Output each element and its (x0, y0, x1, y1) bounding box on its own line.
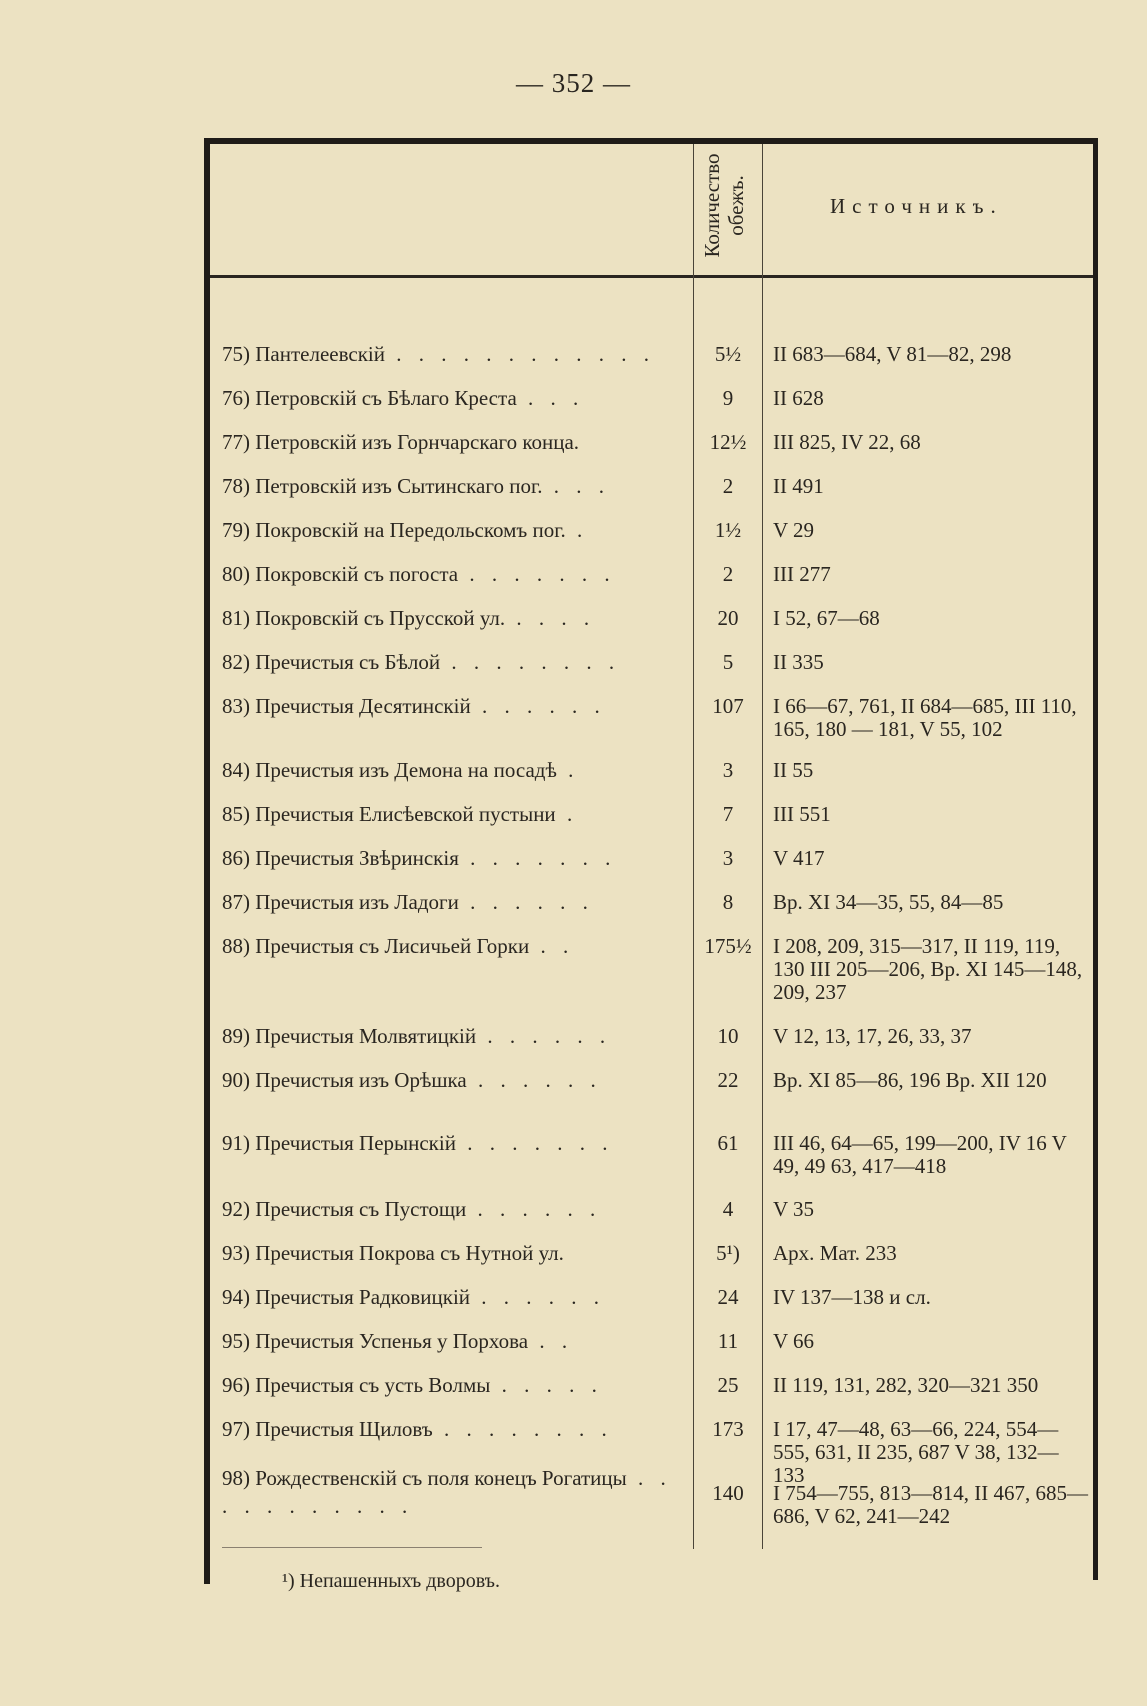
leader-dots: . . . . . (490, 1374, 603, 1397)
row-name: 78) Петровскій изъ Сытинскаго пог. . . . (222, 475, 610, 498)
row-count: 5¹) (716, 1241, 740, 1265)
row-name: 84) Пречистыя изъ Демона на посадѣ . (222, 759, 580, 782)
leader-dots: . . . . . . . (458, 847, 617, 870)
leader-dots: . . . . . . (466, 1198, 602, 1221)
row-count: 20 (717, 606, 739, 630)
row-source: III 825, IV 22, 68 (773, 430, 921, 454)
row-name: 81) Покровскій съ Прусской ул. . . . . (222, 607, 596, 630)
row-count: 24 (717, 1285, 739, 1309)
leader-dots: . . . . . . . (455, 1132, 614, 1155)
table-left-rule (204, 138, 210, 1584)
leader-dots: . . (528, 1330, 574, 1353)
row-source: I 754—755, 813—814, II 467, 685—686, V 62, 241—242 (773, 1481, 1088, 1528)
leader-dots: . . . . . . (476, 1025, 612, 1048)
row-source: II 55 (773, 758, 814, 782)
row-name: 91) Пречистыя Перынскій . . . . . . . (222, 1132, 614, 1155)
row-source: Вр. XI 34—35, 55, 84—85 (773, 890, 1004, 914)
row-source: II 628 (773, 386, 824, 410)
row-count: 61 (717, 1131, 739, 1155)
row-count: 22 (717, 1068, 739, 1092)
header-source: Источникъ. (830, 194, 1003, 218)
row-count: 11 (717, 1329, 739, 1353)
leader-dots: . . (529, 935, 575, 958)
row-count: 173 (712, 1417, 744, 1441)
row-name: 83) Пречистыя Десятинскій . . . . . . (222, 695, 606, 718)
row-count: 9 (722, 386, 734, 410)
row-count: 5 (722, 650, 734, 674)
row-source: II 335 (773, 650, 824, 674)
row-count: 175½ (704, 934, 752, 958)
leader-dots: . . . . . . . . (440, 651, 621, 674)
row-name: 90) Пречистыя изъ Орѣшка . . . . . . (222, 1069, 602, 1092)
leader-dots: . . . (516, 387, 585, 410)
leader-dots: . . . . (505, 607, 596, 630)
row-source: V 29 (773, 518, 815, 542)
row-source: V 12, 13, 17, 26, 33, 37 (773, 1024, 972, 1048)
leader-dots: . (556, 759, 580, 782)
table-top-rule (208, 138, 1098, 144)
row-source: III 277 (773, 562, 831, 586)
row-count: 140 (712, 1481, 744, 1505)
row-source: II 683—684, V 81—82, 298 (773, 342, 1012, 366)
row-name: 75) Пантелеевскій . . . . . . . . . . . . (222, 343, 655, 366)
leader-dots: . . . . . . (470, 695, 606, 718)
row-count: 2 (722, 474, 734, 498)
row-count: 107 (712, 694, 744, 718)
row-name: 86) Пречистыя Звѣринскія . . . . . . . (222, 847, 617, 870)
row-name: 98) Рождественскій съ поля конецъ Рогатицы . . . . . . . . . . . (222, 1466, 672, 1518)
row-source: Вр. XI 85—86, 196 Вр. XII 120 (773, 1068, 1047, 1092)
row-name: 88) Пречистыя съ Лисичьей Горки . . (222, 935, 575, 958)
row-name: 77) Петровскій изъ Горнчарскаго конца. (222, 431, 580, 454)
row-count: 8 (722, 890, 734, 914)
header-rule (210, 275, 1093, 278)
row-source: I 52, 67—68 (773, 606, 880, 630)
header-count: Количество обежъ. (700, 153, 748, 258)
row-source: V 417 (773, 846, 825, 870)
footnote-rule (222, 1547, 482, 1548)
row-source: II 119, 131, 282, 320—321 350 (773, 1373, 1039, 1397)
leader-dots: . . . (542, 475, 610, 498)
column-divider-source (762, 144, 763, 1549)
row-source: I 17, 47—48, 63—66, 224, 554—555, 631, II 235, 687 V 38, 132—133 (773, 1417, 1059, 1487)
leader-dots: . . . . . . (466, 1069, 602, 1092)
row-name: 82) Пречистыя съ Бѣлой . . . . . . . . (222, 651, 621, 674)
footnote: ¹) Непашенныхъ дворовъ. (282, 1570, 501, 1592)
row-count: 3 (722, 846, 734, 870)
row-name: 93) Пречистыя Покрова съ Нутной ул. (222, 1242, 564, 1265)
page-number: — 352 — (516, 68, 631, 98)
row-count: 4 (722, 1197, 734, 1221)
row-count: 3 (722, 758, 734, 782)
leader-dots: . . . . . . . . (432, 1418, 613, 1441)
row-source: II 491 (773, 474, 824, 498)
row-source: III 46, 64—65, 199—200, IV 16 V 49, 49 63, 417—418 (773, 1131, 1067, 1178)
row-count: 7 (722, 802, 734, 826)
leader-dots: . (565, 519, 589, 542)
row-count: 12½ (709, 430, 747, 454)
row-source: V 66 (773, 1329, 815, 1353)
leader-dots: . . . . . . . . . . . (222, 1466, 672, 1518)
row-count: 5½ (714, 342, 742, 366)
row-source: III 551 (773, 802, 831, 826)
row-count: 25 (717, 1373, 739, 1397)
row-name: 80) Покровскій съ погоста . . . . . . . (222, 563, 616, 586)
row-name: 96) Пречистыя съ усть Волмы . . . . . (222, 1374, 603, 1397)
row-name: 79) Покровскій на Передольскомъ пог. . (222, 519, 589, 542)
leader-dots: . . . . . . . . . . . . (384, 343, 655, 366)
row-name: 97) Пречистыя Щиловъ . . . . . . . . (222, 1418, 613, 1441)
row-source: Арх. Мат. 233 (773, 1241, 897, 1265)
row-name: 89) Пречистыя Молвятицкій . . . . . . (222, 1025, 612, 1048)
row-source: I 208, 209, 315—317, II 119, 119, 130 III 205—206, Вр. XI 145—148, 209, 237 (773, 934, 1083, 1004)
leader-dots: . . . . . . (470, 1286, 606, 1309)
row-count: 1½ (714, 518, 742, 542)
row-name: 94) Пречистыя Радковицкій . . . . . . (222, 1286, 606, 1309)
row-name: 76) Петровскій съ Бѣлаго Креста . . . (222, 387, 585, 410)
row-name: 92) Пречистыя съ Пустощи . . . . . . (222, 1198, 602, 1221)
row-count: 10 (717, 1024, 739, 1048)
row-source: IV 137—138 и сл. (773, 1285, 931, 1309)
row-source: V 35 (773, 1197, 815, 1221)
leader-dots: . . . . . . (458, 891, 594, 914)
row-name: 87) Пречистыя изъ Ладоги . . . . . . (222, 891, 594, 914)
leader-dots: . (555, 803, 579, 826)
row-name: 85) Пречистыя Елисѣевской пустыни . (222, 803, 579, 826)
leader-dots: . . . . . . . (458, 563, 616, 586)
table-right-rule (1093, 140, 1098, 1580)
row-source: I 66—67, 761, II 684—685, III 110, 165, 180 — 181, V 55, 102 (773, 694, 1077, 741)
row-name: 95) Пречистыя Успенья у Порхова . . (222, 1330, 574, 1353)
row-count: 2 (722, 562, 734, 586)
